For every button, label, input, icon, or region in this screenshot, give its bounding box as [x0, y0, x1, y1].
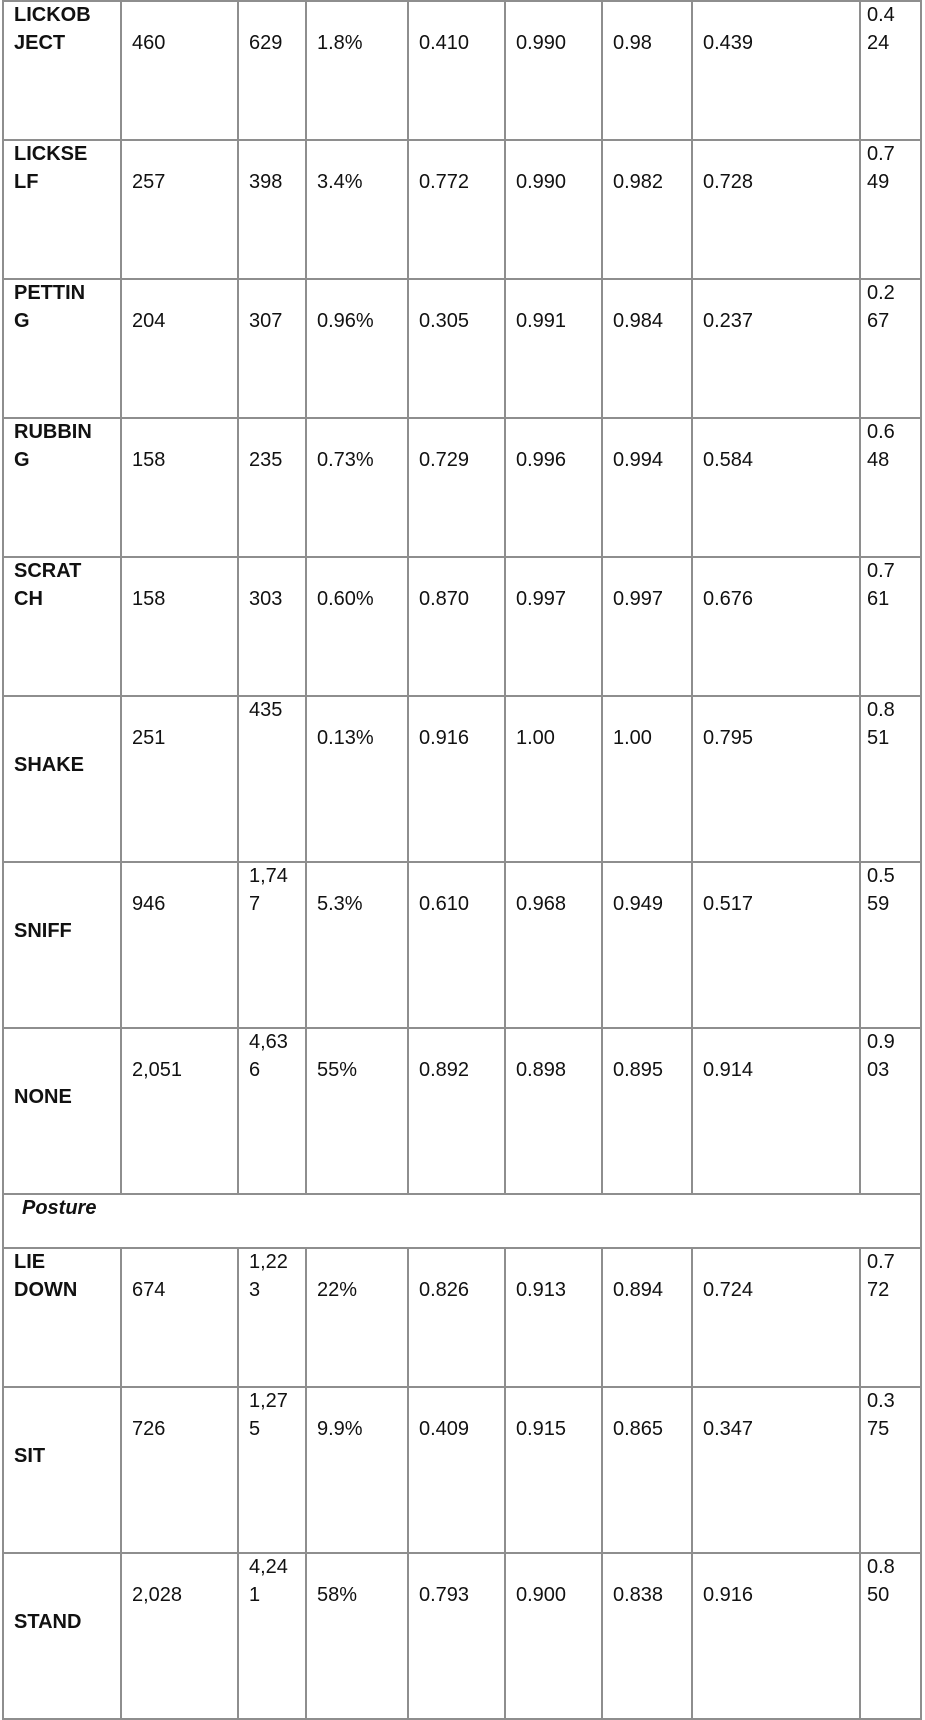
metric-cell: [505, 140, 602, 279]
metric-cell: [692, 557, 860, 696]
metric-cell-line: 0.968: [516, 893, 567, 915]
prevalence-cell: [306, 418, 408, 557]
metric-cell-line: 0.870: [419, 588, 470, 610]
metric-cell: [505, 1553, 602, 1719]
row-label-cell-line: LF: [14, 170, 39, 193]
metric-cell: [505, 418, 602, 557]
metric-cell: [602, 862, 692, 1028]
count-cell-line: 158: [132, 449, 166, 471]
metric-cell-line: 0.900: [516, 1584, 567, 1606]
prevalence-cell: [306, 140, 408, 279]
count-cell-line: 726: [132, 1418, 166, 1440]
metric-cell: [602, 1, 692, 140]
count-cell: [121, 279, 238, 418]
last-metric-cell-line: 67: [867, 309, 890, 332]
metric-cell-line: 0.676: [703, 588, 754, 610]
prevalence-cell: [306, 279, 408, 418]
metric-cell-line: 0.997: [613, 588, 664, 610]
total-cell-line: 1,27: [249, 1390, 288, 1412]
metric-cell-line: 0.914: [703, 1059, 754, 1081]
row-label-cell-line: RUBBIN: [14, 421, 92, 443]
last-metric-cell-line: 61: [867, 587, 890, 610]
metric-cell-line: 0.895: [613, 1059, 664, 1081]
metric-cell: [602, 418, 692, 557]
total-cell-line: 4,63: [249, 1031, 288, 1053]
metric-cell-line: 0.826: [419, 1279, 470, 1301]
last-metric-cell-line: 50: [867, 1583, 890, 1606]
metric-cell-line: 0.795: [703, 727, 754, 749]
last-metric-cell-line: 0.7: [867, 143, 895, 165]
metric-cell-line: 1.00: [516, 727, 555, 749]
last-metric-cell-line: 03: [867, 1058, 890, 1081]
metric-cell: [602, 557, 692, 696]
prevalence-cell: [306, 1, 408, 140]
count-cell-line: 2,028: [132, 1584, 183, 1606]
count-cell: [121, 1553, 238, 1719]
row-label-cell-line: DOWN: [14, 1278, 78, 1301]
count-cell-line: 257: [132, 171, 166, 193]
last-metric-cell-line: 51: [867, 726, 890, 749]
last-metric-cell: [860, 1248, 921, 1387]
row-label-cell-line: PETTIN: [14, 282, 86, 304]
total-cell-line: 6: [249, 1058, 261, 1081]
metric-cell: [602, 1028, 692, 1194]
table-row: [3, 1, 921, 140]
metric-cell: [602, 1553, 692, 1719]
metric-cell-line: 0.990: [516, 171, 567, 193]
metric-cell: [692, 696, 860, 862]
row-label-cell: [3, 140, 121, 279]
prevalence-cell-line: 58%: [317, 1584, 358, 1606]
prevalence-cell-line: 1.8%: [317, 32, 363, 54]
prevalence-cell-line: 0.96%: [317, 310, 374, 332]
metric-cell-line: 0.729: [419, 449, 470, 471]
prevalence-cell-line: 55%: [317, 1059, 358, 1081]
count-cell: [121, 140, 238, 279]
metric-cell-line: 0.409: [419, 1418, 470, 1440]
metric-cell: [505, 1248, 602, 1387]
row-label-cell: [3, 1387, 121, 1553]
last-metric-cell-line: 0.8: [867, 699, 895, 721]
metric-cell-line: 0.772: [419, 171, 470, 193]
row-label-cell: [3, 1, 121, 140]
total-cell-line: 1,74: [249, 865, 288, 887]
row-label-cell: [3, 418, 121, 557]
row-label-cell-line: G: [14, 309, 30, 332]
section-header-row: [3, 1194, 921, 1248]
prevalence-cell-line: 9.9%: [317, 1418, 363, 1440]
metric-cell-line: 0.98: [613, 32, 652, 54]
last-metric-cell-line: 59: [867, 892, 890, 915]
count-cell-line: 158: [132, 588, 166, 610]
metric-cell: [505, 1, 602, 140]
row-label-cell-line: G: [14, 448, 30, 471]
total-cell: [238, 1028, 306, 1194]
table-row: [3, 418, 921, 557]
row-label-cell-line: SHAKE: [14, 754, 85, 776]
count-cell-line: 674: [132, 1279, 166, 1301]
prevalence-cell-line: 0.13%: [317, 727, 374, 749]
metric-cell: [692, 1028, 860, 1194]
row-label-cell: [3, 862, 121, 1028]
table-body: [3, 1, 921, 1719]
last-metric-cell: [860, 1553, 921, 1719]
total-cell-line: 4,24: [249, 1556, 288, 1578]
metric-cell-line: 0.237: [703, 310, 754, 332]
total-cell-line: 5: [249, 1417, 261, 1440]
row-label-cell-line: LICKOB: [14, 4, 91, 26]
metric-cell-line: 0.610: [419, 893, 470, 915]
metric-cell: [692, 418, 860, 557]
row-label-cell: [3, 1553, 121, 1719]
total-cell-line: 1,22: [249, 1251, 288, 1273]
metric-cell-line: 0.913: [516, 1279, 567, 1301]
metric-cell: [408, 696, 505, 862]
count-cell: [121, 862, 238, 1028]
count-cell: [121, 1028, 238, 1194]
metric-cell: [505, 1387, 602, 1553]
count-cell: [121, 1248, 238, 1387]
metric-cell: [602, 1248, 692, 1387]
table-row: [3, 140, 921, 279]
metric-cell: [692, 862, 860, 1028]
metric-cell-line: 0.898: [516, 1059, 567, 1081]
prevalence-cell-line: 5.3%: [317, 893, 363, 915]
count-cell: [121, 696, 238, 862]
metric-cell: [602, 696, 692, 862]
metric-cell-line: 0.982: [613, 171, 664, 193]
last-metric-cell: [860, 1028, 921, 1194]
last-metric-cell-line: 0.7: [867, 560, 895, 582]
metric-cell: [602, 279, 692, 418]
metric-cell-line: 0.916: [419, 727, 470, 749]
metric-cell-line: 0.996: [516, 449, 567, 471]
metric-cell-line: 0.949: [613, 893, 664, 915]
total-cell: [238, 696, 306, 862]
prevalence-cell: [306, 1387, 408, 1553]
total-cell-line: 3: [249, 1278, 261, 1301]
last-metric-cell-line: 75: [867, 1417, 890, 1440]
total-cell-line: [249, 725, 295, 753]
metric-cell: [505, 279, 602, 418]
row-label-cell-line: SCRAT: [14, 560, 82, 582]
metric-cell-line: 0.990: [516, 32, 567, 54]
row-label-cell-line: JECT: [14, 31, 66, 54]
metric-cell: [602, 1387, 692, 1553]
count-cell: [121, 1, 238, 140]
last-metric-cell-line: 48: [867, 448, 890, 471]
total-cell-line: 1: [249, 1583, 261, 1606]
prevalence-cell: [306, 557, 408, 696]
total-cell: [238, 140, 306, 279]
total-cell-line: 629: [249, 32, 283, 54]
prevalence-cell: [306, 696, 408, 862]
row-label-cell: [3, 1248, 121, 1387]
table-row: [3, 1028, 921, 1194]
last-metric-cell-line: 0.6: [867, 421, 895, 443]
total-cell: [238, 862, 306, 1028]
metric-cell-line: 0.916: [703, 1584, 754, 1606]
table-row: [3, 862, 921, 1028]
row-label-cell-line: CH: [14, 587, 43, 610]
total-cell: [238, 418, 306, 557]
metric-cell: [602, 140, 692, 279]
metric-cell: [408, 862, 505, 1028]
last-metric-cell-line: 0.5: [867, 865, 895, 887]
last-metric-cell-line: 0.3: [867, 1390, 895, 1412]
count-cell-line: 204: [132, 310, 166, 332]
metric-cell: [692, 140, 860, 279]
total-cell-line: 435: [249, 699, 283, 721]
metric-cell-line: 0.915: [516, 1418, 567, 1440]
row-label-cell-line: NONE: [14, 1086, 72, 1108]
metric-cell-line: 0.892: [419, 1059, 470, 1081]
count-cell-line: 2,051: [132, 1059, 183, 1081]
last-metric-cell: [860, 696, 921, 862]
last-metric-cell: [860, 418, 921, 557]
metric-cell: [692, 1553, 860, 1719]
metric-cell: [505, 696, 602, 862]
last-metric-cell-line: 49: [867, 170, 890, 193]
metric-cell: [408, 1, 505, 140]
last-metric-cell: [860, 557, 921, 696]
last-metric-cell: [860, 1387, 921, 1553]
count-cell-line: 946: [132, 893, 166, 915]
row-label-cell-line: LICKSE: [14, 143, 88, 165]
metric-cell-line: 0.439: [703, 32, 754, 54]
row-label-cell-line: LIE: [14, 1251, 46, 1273]
metric-cell-line: 0.305: [419, 310, 470, 332]
total-cell: [238, 279, 306, 418]
table-row: [3, 1387, 921, 1553]
row-label-cell: [3, 1028, 121, 1194]
table-row: [3, 279, 921, 418]
prevalence-cell-line: 22%: [317, 1279, 358, 1301]
metric-cell-line: 0.724: [703, 1279, 754, 1301]
metric-cell: [408, 279, 505, 418]
row-label-cell-line: STAND: [14, 1611, 82, 1633]
prevalence-cell: [306, 1553, 408, 1719]
metric-cell: [408, 418, 505, 557]
total-cell-line: 398: [249, 171, 283, 193]
table-row: [3, 1553, 921, 1719]
metric-cell-line: 0.728: [703, 171, 754, 193]
metric-cell: [408, 1028, 505, 1194]
metric-cell: [505, 1028, 602, 1194]
metric-cell: [692, 1387, 860, 1553]
metric-cell-line: 0.994: [613, 449, 664, 471]
total-cell-line: 7: [249, 892, 261, 915]
total-cell-line: 307: [249, 310, 283, 332]
count-cell-line: 460: [132, 32, 166, 54]
metric-cell-line: 0.838: [613, 1584, 664, 1606]
metric-cell: [408, 1248, 505, 1387]
total-cell: [238, 557, 306, 696]
metric-cell-line: 0.984: [613, 310, 664, 332]
last-metric-cell-line: 0.2: [867, 282, 895, 304]
row-label-cell: [3, 279, 121, 418]
row-label-cell-line: SIT: [14, 1445, 46, 1467]
last-metric-cell: [860, 862, 921, 1028]
metric-cell-line: 0.894: [613, 1279, 664, 1301]
metric-cell-line: 0.865: [613, 1418, 664, 1440]
last-metric-cell: [860, 140, 921, 279]
metric-cell: [408, 1553, 505, 1719]
count-cell: [121, 418, 238, 557]
section-header: Posture: [3, 1194, 921, 1248]
last-metric-cell-line: 0.9: [867, 1031, 895, 1053]
total-cell: [238, 1, 306, 140]
prevalence-cell: [306, 862, 408, 1028]
total-cell: [238, 1248, 306, 1387]
row-label-cell: [3, 557, 121, 696]
metric-cell-line: 1.00: [613, 727, 652, 749]
metric-cell: [692, 279, 860, 418]
metric-cell-line: 0.793: [419, 1584, 470, 1606]
table-row: [3, 696, 921, 862]
count-cell: [121, 1387, 238, 1553]
last-metric-cell-line: 0.4: [867, 4, 895, 26]
last-metric-cell-line: 72: [867, 1278, 890, 1301]
results-table: [2, 0, 922, 1720]
row-label-cell: [3, 696, 121, 862]
total-cell: [238, 1387, 306, 1553]
metric-cell-line: 0.410: [419, 32, 470, 54]
prevalence-cell-line: 3.4%: [317, 171, 363, 193]
metric-cell-line: 0.347: [703, 1418, 754, 1440]
last-metric-cell: [860, 279, 921, 418]
table-row: [3, 1248, 921, 1387]
metric-cell: [505, 862, 602, 1028]
metric-cell-line: 0.517: [703, 893, 754, 915]
prevalence-cell: [306, 1028, 408, 1194]
total-cell-line: 235: [249, 449, 283, 471]
count-cell: [121, 557, 238, 696]
last-metric-cell-line: 0.8: [867, 1556, 895, 1578]
metric-cell: [692, 1248, 860, 1387]
metric-cell-line: 0.991: [516, 310, 567, 332]
metric-cell: [408, 1387, 505, 1553]
table-row: [3, 557, 921, 696]
last-metric-cell-line: 24: [867, 31, 890, 54]
metric-cell-line: 0.997: [516, 588, 567, 610]
metric-cell-line: 0.584: [703, 449, 754, 471]
total-cell: [238, 1553, 306, 1719]
count-cell-line: 251: [132, 727, 166, 749]
prevalence-cell-line: 0.73%: [317, 449, 374, 471]
row-label-cell-line: SNIFF: [14, 920, 72, 942]
total-cell-line: 303: [249, 588, 283, 610]
metric-cell: [692, 1, 860, 140]
last-metric-cell: [860, 1, 921, 140]
prevalence-cell-line: 0.60%: [317, 588, 374, 610]
metric-cell: [505, 557, 602, 696]
metric-cell: [408, 557, 505, 696]
metric-cell: [408, 140, 505, 279]
last-metric-cell-line: 0.7: [867, 1251, 895, 1273]
prevalence-cell: [306, 1248, 408, 1387]
